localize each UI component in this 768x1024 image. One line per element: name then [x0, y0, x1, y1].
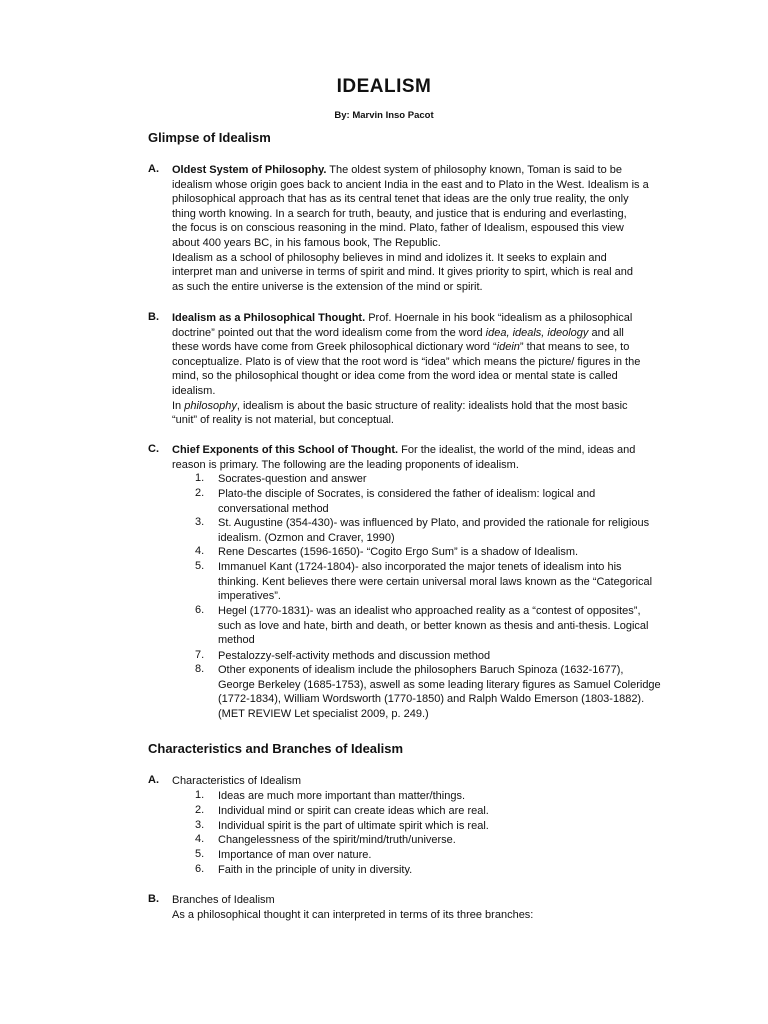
text-line: (1772-1834), William Wordsworth (1770-1850) and Ralph Waldo Emerson (1803-1882).	[218, 693, 645, 706]
paragraph	[172, 893, 727, 922]
run-italic: philosophy	[184, 399, 237, 412]
text-line: St. Augustine (354-430)- was influenced by Plato, and provided the rationale for religious	[218, 517, 650, 529]
text-line: mind, so the philosophical thought or idea come from the word idea or mental state is called	[172, 370, 618, 383]
text-line: conceptualize. Plato is of view that the root word is “idea” which means the picture/ figures in the	[172, 355, 641, 368]
run-rest: The oldest system of philosophy known, Toman is said to be	[329, 164, 622, 176]
run-italic: idea, ideals, ideology	[485, 326, 589, 339]
item-label: C.	[148, 443, 159, 455]
text-line: As a philosophical thought it can interpreted in terms of its three branches:	[172, 908, 534, 921]
section-heading: Characteristics and Branches of Idealism	[148, 741, 404, 756]
list-number: 5.	[195, 560, 205, 572]
text-line: reason is primary. The following are the leading proponents of idealism.	[172, 458, 519, 471]
text-line: such as love and hate, birth and death, or better known as thesis and anti-thesis. Logical	[218, 619, 649, 632]
list-item	[218, 487, 728, 516]
run: In	[172, 399, 185, 412]
text-line: Pestalozzy-self-activity methods and discussion method	[218, 650, 491, 662]
run-title: Oldest System of Philosophy.	[172, 164, 327, 176]
run: doctrine” pointed out that the word idealism come from the word	[172, 326, 486, 339]
list-number: 6.	[195, 604, 205, 616]
text-line	[172, 399, 727, 414]
text-line: Rene Descartes (1596-1650)- “Cogito Ergo Sum” is a shadow of Idealism.	[218, 546, 579, 558]
list-number: 6.	[195, 863, 205, 875]
list-number: 4.	[195, 545, 205, 557]
text-line: philosophical approach that has as its central tenet that ideas are the only true reality, the only	[172, 193, 629, 206]
subheading: Characteristics of Idealism	[172, 775, 301, 787]
paragraph	[172, 311, 727, 428]
text-line: imperatives”.	[218, 590, 281, 603]
list-number: 3.	[195, 819, 205, 831]
list-number: 1.	[195, 472, 205, 484]
text-line: idealism.	[172, 384, 216, 397]
text-line: interpret man and universe in terms of spirit and mind. It gives priority to spirt, which is real and	[172, 266, 633, 279]
run: these words have come from Greek philosophical dictionary word “	[172, 341, 497, 354]
list-number: 7.	[195, 649, 205, 661]
text-line: Hegel (1770-1831)- was an idealist who approached reality as a “contest of opposites”,	[218, 605, 641, 617]
run: ” that means to see, to	[519, 341, 630, 354]
text-line	[172, 443, 727, 458]
text-line	[172, 311, 727, 326]
run-title: Idealism as a Philosophical Thought.	[172, 312, 366, 324]
run-rest: For the idealist, the world of the mind, ideas and	[401, 444, 636, 456]
paragraph	[172, 443, 727, 472]
text-line: conversational method	[218, 502, 329, 515]
list-item: Individual spirit is the part of ultimate spirit which is real.	[218, 820, 489, 832]
run-title: Chief Exponents of this School of Thought.	[172, 444, 399, 456]
text-line: George Berkeley (1685-1753), aswell as some leading literary figures as Samuel Coleridge	[218, 678, 661, 691]
text-line: about 400 years BC, in his famous book, The Republic.	[172, 236, 441, 249]
item-label: A.	[148, 774, 159, 786]
list-item: Importance of man over nature.	[218, 849, 372, 861]
text-line	[172, 340, 727, 355]
list-item	[218, 560, 728, 604]
item-label: B.	[148, 311, 159, 323]
text-line: as such the entire universe is the extension of the mind or spirit.	[172, 280, 483, 293]
item-label: A.	[148, 163, 159, 175]
text-line: Socrates-question and answer	[218, 473, 367, 485]
run-rest: Prof. Hoernale in his book “idealism as a philosophical	[368, 312, 633, 324]
run-italic: idein	[496, 341, 520, 354]
list-item: Ideas are much more important than matter/things.	[218, 790, 466, 802]
text-line	[172, 163, 727, 178]
list-item: Changelessness of the spirit/mind/truth/universe.	[218, 834, 456, 846]
byline: By: Marvin Inso Pacot	[334, 110, 434, 121]
text-line: Immanuel Kant (1724-1804)- also incorporated the major tenets of idealism into his	[218, 561, 622, 573]
text-line: thinking. Kent believes there were certain universal moral laws known as the “Categorical	[218, 575, 653, 588]
subheading: Branches of Idealism	[172, 894, 275, 906]
list-item	[218, 545, 728, 560]
list-item: Individual mind or spirit can create ideas which are real.	[218, 805, 489, 817]
list-item	[218, 472, 728, 487]
list-item	[218, 516, 728, 545]
text-line	[172, 326, 727, 341]
text-line: (MET REVIEW Let specialist 2009, p. 249.)	[218, 707, 429, 720]
list-number: 3.	[195, 516, 205, 528]
run: and all	[588, 326, 624, 339]
list-item: Faith in the principle of unity in diversity.	[218, 864, 413, 876]
text-line: the focus is on conscious reasoning in the mind. Plato, father of Idealism, espoused this view	[172, 222, 624, 235]
text-line: method	[218, 634, 255, 647]
list-number: 8.	[195, 663, 205, 675]
text-line: Other exponents of idealism include the philosophers Baruch Spinoza (1632-1677),	[218, 664, 624, 676]
text-line: idealism. (Ozmon and Craver, 1990)	[218, 531, 395, 544]
page-title: IDEALISM	[336, 76, 432, 97]
list-number: 4.	[195, 833, 205, 845]
list-number: 2.	[195, 804, 205, 816]
list-item	[218, 663, 728, 721]
list-number: 5.	[195, 848, 205, 860]
item-label: B.	[148, 893, 159, 905]
section-heading: Glimpse of Idealism	[148, 130, 271, 145]
list-item	[218, 649, 728, 664]
list-number: 1.	[195, 789, 205, 801]
text-line: thing worth knowing. In a search for truth, beauty, and justice that is enduring and everlasting,	[172, 207, 627, 220]
text-line: Idealism as a school of philosophy believes in mind and idolizes it. It seeks to explain and	[172, 251, 607, 264]
text-line: Plato-the disciple of Socrates, is considered the father of idealism: logical and	[218, 488, 596, 500]
text-line: idealism whose origin goes back to ancient India in the east and to Plato in the West. Idealism is a	[172, 178, 649, 191]
list-item	[218, 604, 728, 648]
paragraph	[172, 163, 727, 294]
text-line: “unit” of reality is not material, but conceptual.	[172, 414, 394, 427]
run: , idealism is about the basic structure of reality: idealists hold that the most basic	[236, 399, 628, 412]
list-number: 2.	[195, 487, 205, 499]
